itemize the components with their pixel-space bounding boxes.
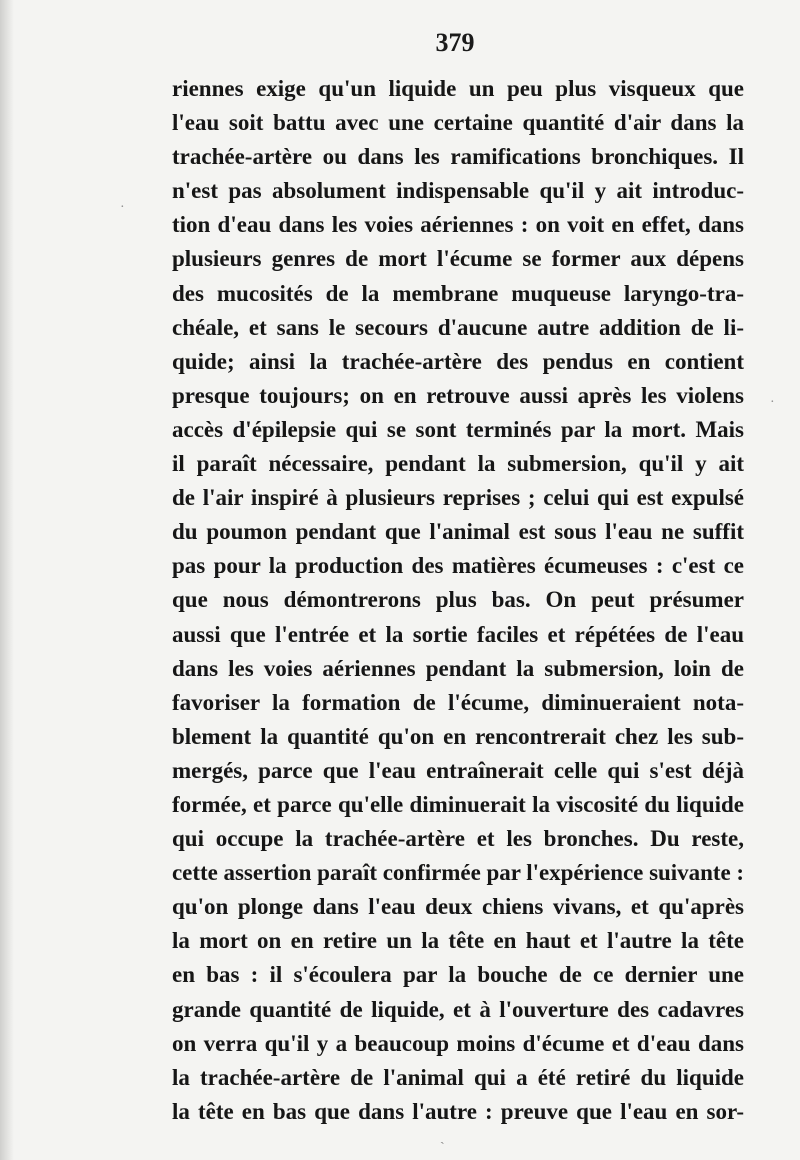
text-line: plusieurs genres de mort l'écume se former aux dépens bbox=[172, 246, 744, 272]
body-text bbox=[172, 72, 744, 1129]
text-line: formée, et parce qu'elle diminuerait la viscosité du liquide bbox=[172, 791, 744, 817]
text-line: quide; ainsi la trachée-artère des pendus en contient bbox=[172, 348, 744, 374]
text-line: pas pour la production des matières écumeuses : c'est ce bbox=[172, 553, 744, 579]
paper-speck: ˎ bbox=[440, 1130, 445, 1145]
text-line: des mucosités de la membrane muqueuse laryngo-tra- bbox=[172, 280, 744, 306]
text-line: riennes exige qu'un liquide un peu plus visqueux que bbox=[172, 76, 744, 101]
text-line: favoriser la formation de l'écume, diminueraient nota- bbox=[172, 689, 744, 715]
text-line: on verra qu'il y a beaucoup moins d'écume et d'eau dans bbox=[172, 1030, 744, 1056]
text-line: que nous démontrerons plus bas. On peut présumer bbox=[172, 587, 744, 613]
text-line: aussi que l'entrée et la sortie faciles et répétées de l'eau bbox=[172, 621, 744, 647]
paper-speck: · bbox=[770, 395, 775, 410]
text-line: qui occupe la trachée-artère et les bronches. Du reste, bbox=[172, 826, 744, 852]
text-line: en bas : il s'écoulera par la bouche de ce dernier une bbox=[172, 962, 744, 988]
text-line: mergés, parce que l'eau entraînerait celle qui s'est déjà bbox=[172, 757, 744, 783]
text-line: du poumon pendant que l'animal est sous l'eau ne suffit bbox=[172, 519, 744, 545]
text-line: n'est pas absolument indispensable qu'il y ait introduc- bbox=[172, 178, 744, 204]
text-line: qu'on plonge dans l'eau deux chiens vivans, et qu'après bbox=[172, 894, 744, 920]
text-line: la tête en bas que dans l'autre : preuve que l'eau en sor- bbox=[172, 1098, 744, 1124]
text-line: presque toujours; on en retrouve aussi après les violens bbox=[172, 382, 744, 408]
paper-speck: · bbox=[120, 200, 125, 215]
page-edge-shadow bbox=[0, 0, 14, 1160]
text-line: dans les voies aériennes pendant la submersion, loin de bbox=[172, 655, 744, 681]
text-line: la mort on en retire un la tête en haut et l'autre la tête bbox=[172, 928, 744, 954]
text-line: tion d'eau dans les voies aériennes : on voit en effet, dans bbox=[172, 212, 744, 238]
text-line: accès d'épilepsie qui se sont terminés par la mort. Mais bbox=[172, 416, 744, 442]
text-line: la trachée-artère de l'animal qui a été retiré du liquide bbox=[172, 1064, 744, 1090]
text-line: grande quantité de liquide, et à l'ouverture des cadavres bbox=[172, 996, 744, 1022]
text-line: de l'air inspiré à plusieurs reprises ; celui qui est expulsé bbox=[172, 485, 744, 511]
text-line: cette assertion paraît confirmée par l'expérience suivante : bbox=[172, 860, 744, 886]
text-line: blement la quantité qu'on en rencontrerait chez les sub- bbox=[172, 723, 744, 749]
text-line: chéale, et sans le secours d'aucune autre addition de li- bbox=[172, 314, 744, 340]
text-line: trachée-artère ou dans les ramifications bronchiques. Il bbox=[172, 144, 744, 170]
page-number: 379 bbox=[435, 28, 475, 57]
text-line: il paraît nécessaire, pendant la submersion, qu'il y ait bbox=[172, 451, 744, 477]
text-line: l'eau soit battu avec une certaine quantité d'air dans la bbox=[172, 110, 744, 136]
